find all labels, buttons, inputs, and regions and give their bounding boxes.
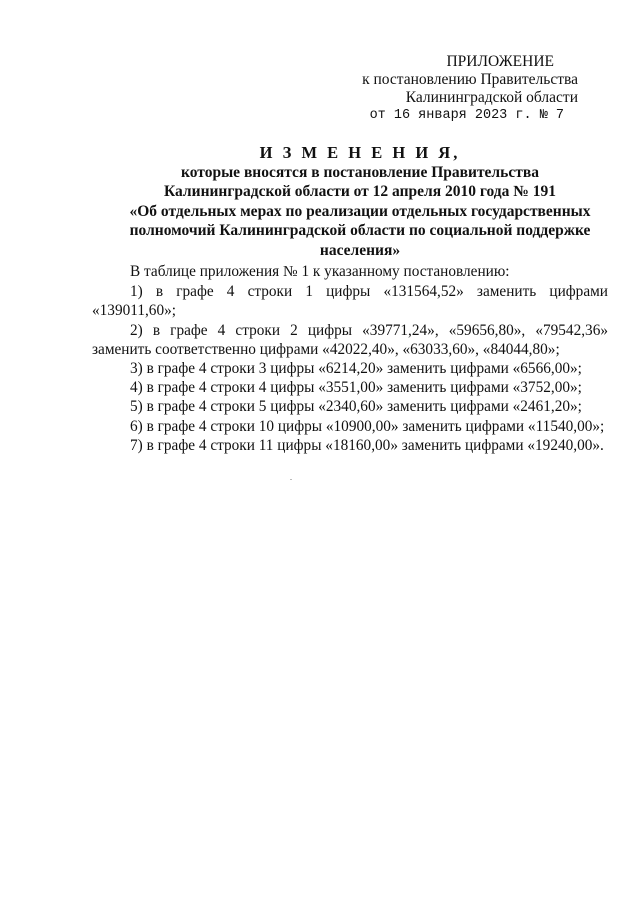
list-item-1: 1) в графе 4 строки 1 цифры «131564,52» заменить цифрами «139011,60»; bbox=[92, 283, 608, 320]
body-intro: В таблице приложения № 1 к указанному постановлению: bbox=[130, 263, 510, 280]
heading-line-3: «Об отдельных мерах по реализации отдельных государственных bbox=[129, 202, 591, 220]
heading-line-2: Калининградской области от 12 апреля 2010 года № 191 bbox=[164, 183, 556, 200]
heading-line-4: полномочий Калининградской области по социальной поддержке bbox=[129, 222, 591, 239]
appendix-block bbox=[362, 53, 578, 125]
list-item-2: 2) в графе 4 строки 2 цифры «39771,24», «59656,80», «79542,36» заменить соответственно цифрами «42022,40», «63033,60», «84044,80»; bbox=[92, 321, 608, 358]
heading-line-5: населения» bbox=[319, 241, 401, 259]
document-body bbox=[92, 262, 608, 455]
heading-line-1: которые вносятся в постановление Правительства bbox=[181, 163, 539, 181]
appendix-title: ПРИЛОЖЕНИЕ bbox=[446, 53, 554, 70]
list-item-5: 5) в графе 4 строки 5 цифры «2340,60» заменить цифрами «2461,20»; bbox=[130, 398, 582, 416]
appendix-date: от 16 января 2023 г. № 7 bbox=[369, 108, 564, 123]
list-item-6: 6) в графе 4 строки 10 цифры «10900,00» заменить цифрами «11540,00»; bbox=[130, 417, 605, 435]
appendix-line-2: Калининградской области bbox=[405, 89, 578, 106]
heading-title: И З М Е Н Е Н И Я, bbox=[259, 143, 461, 162]
list-item-7: 7) в графе 4 строки 11 цифры «18160,00» заменить цифрами «19240,00». bbox=[130, 436, 604, 454]
document-heading bbox=[92, 143, 628, 260]
scan-speck bbox=[290, 479, 292, 480]
list-item-4: 4) в графе 4 строки 4 цифры «3551,00» заменить цифрами «3752,00»; bbox=[130, 379, 582, 397]
appendix-line-1: к постановлению Правительства bbox=[362, 71, 578, 88]
list-item-3: 3) в графе 4 строки 3 цифры «6214,20» заменить цифрами «6566,00»; bbox=[130, 360, 582, 378]
